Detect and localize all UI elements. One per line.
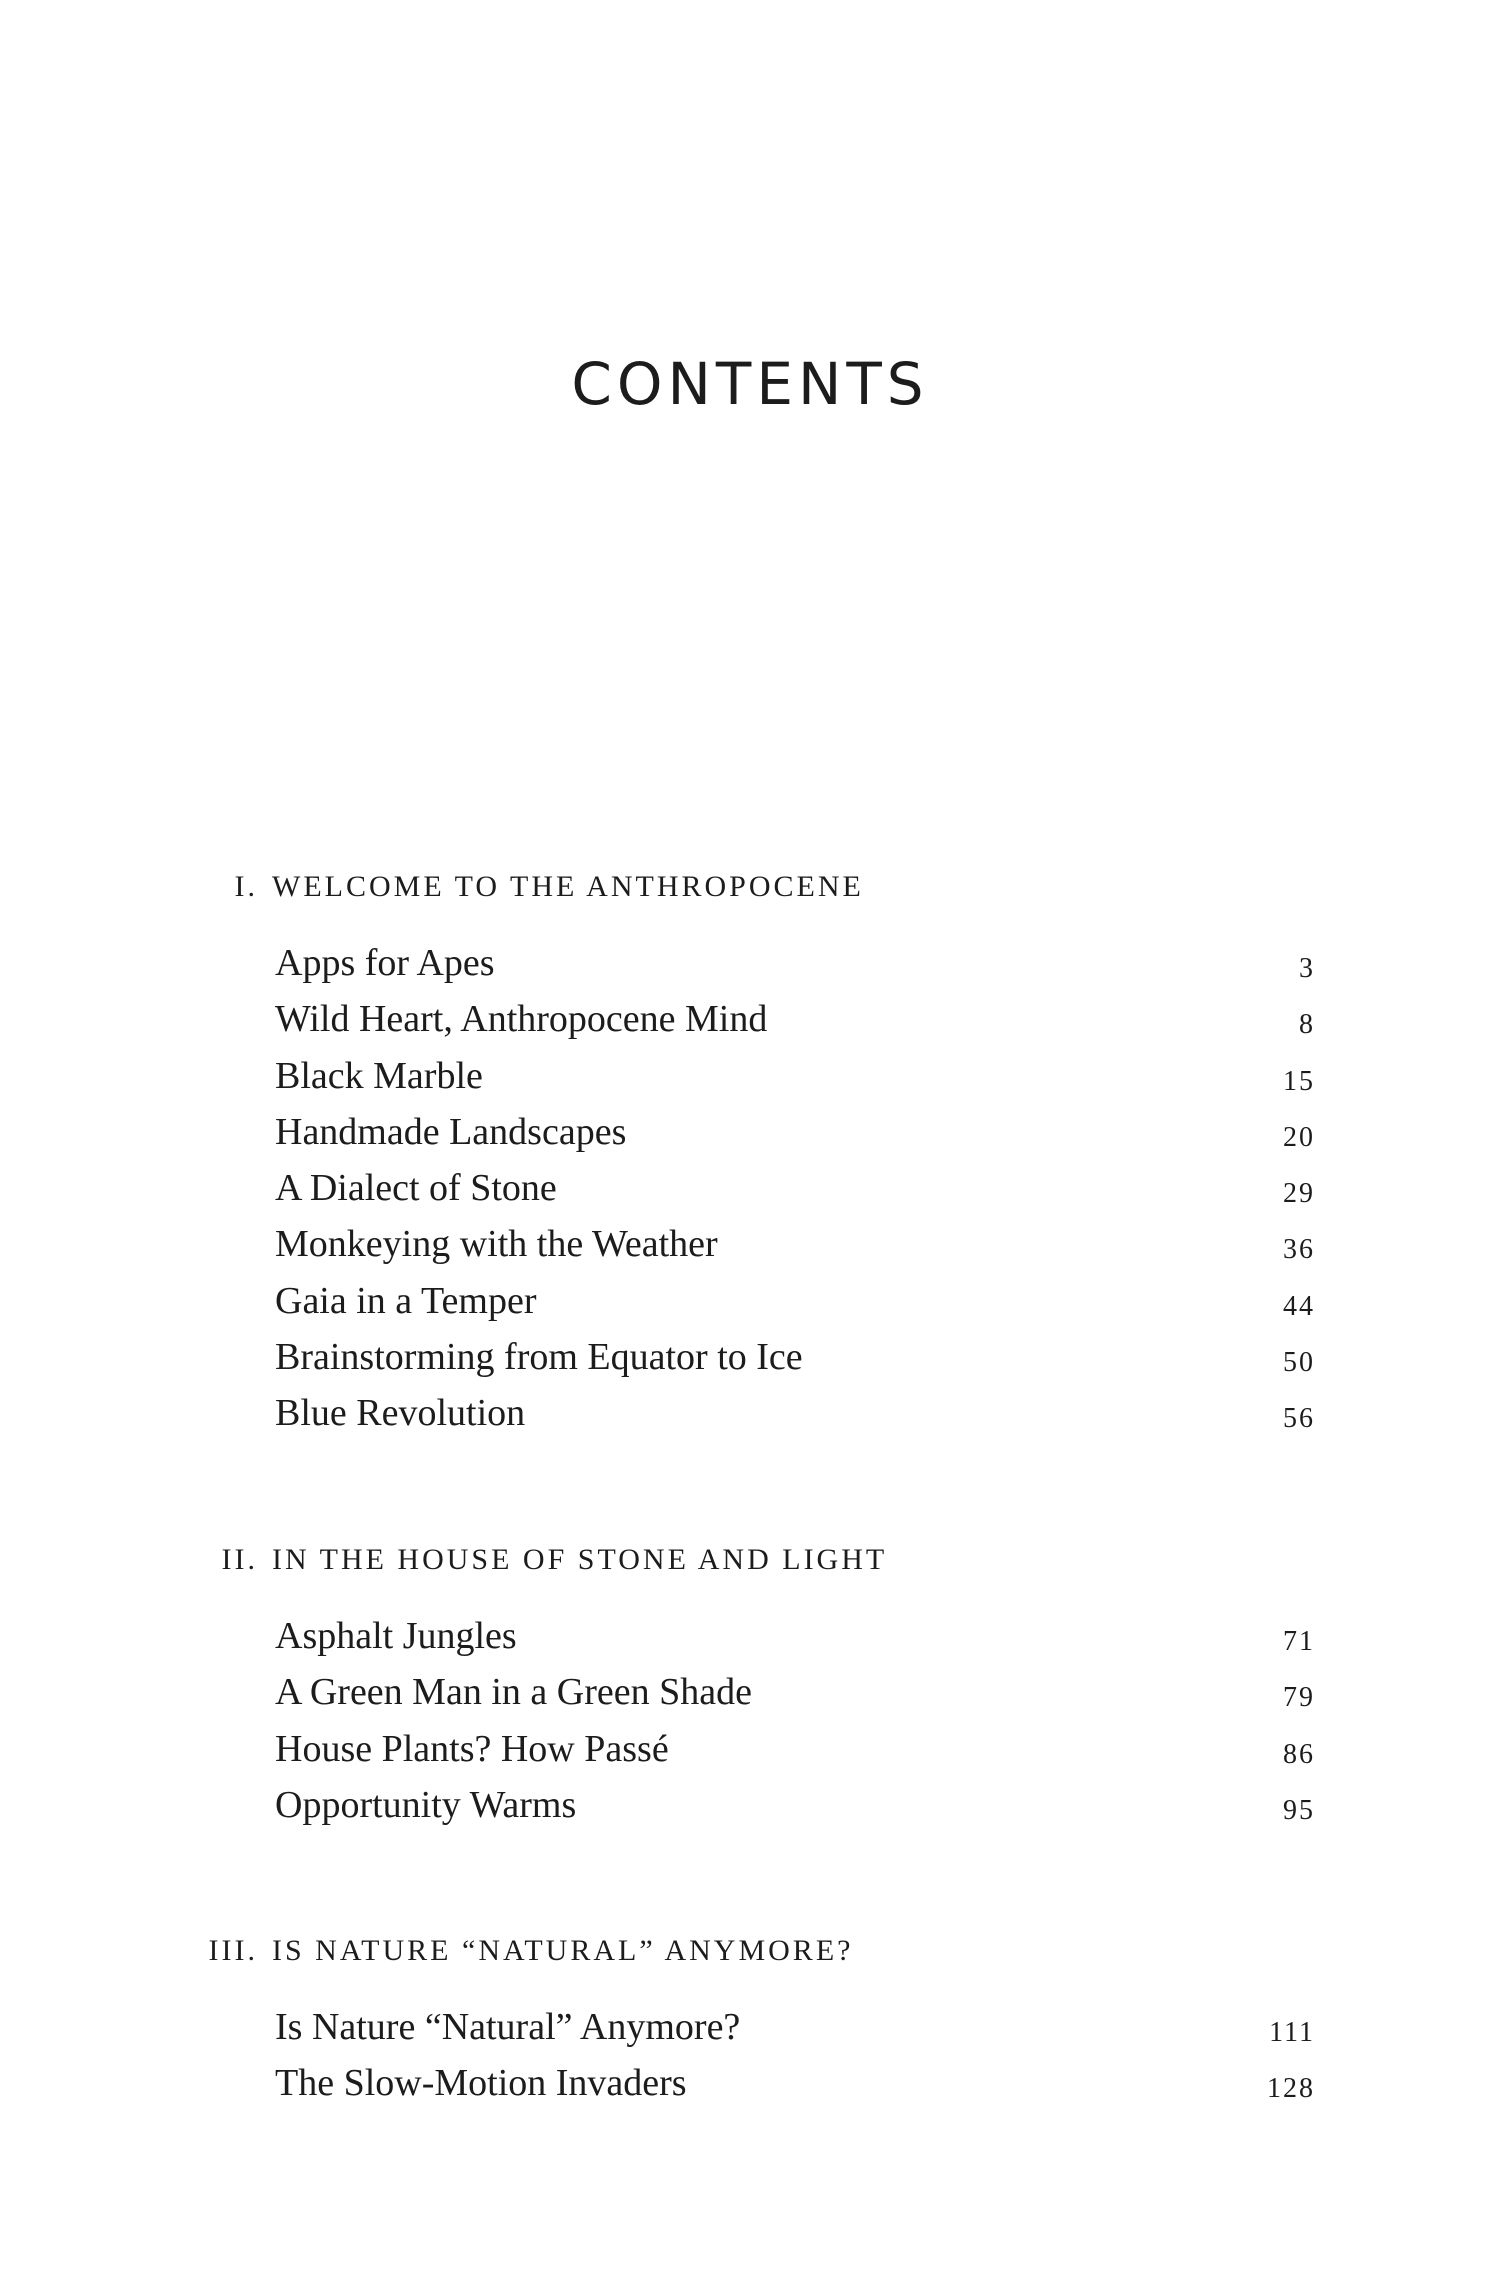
chapter-entry[interactable] [0,935,1500,991]
chapter-entry[interactable] [0,1608,1500,1664]
chapter-entry[interactable] [0,1329,1500,1385]
chapter-list [0,1608,1500,1833]
page-number: 50 [1283,1347,1315,1379]
chapter-title: A Green Man in a Green Shade [275,1671,752,1714]
part-numeral: III. [208,1934,258,1967]
part-heading [0,867,1500,907]
part-label: IN THE HOUSE OF STONE AND LIGHT [272,1543,888,1576]
page-title: CONTENTS [571,350,929,418]
page-number: 36 [1283,1234,1315,1266]
chapter-title: Monkeying with the Weather [275,1223,718,1266]
part-label: WELCOME TO THE ANTHROPOCENE [272,870,864,903]
page-number: 3 [1299,953,1315,984]
chapter-entry[interactable] [0,1048,1500,1104]
chapter-entry[interactable] [0,1777,1500,1833]
page-number: 86 [1283,1738,1315,1770]
chapter-title: The Slow-Motion Invaders [275,2062,687,2105]
chapter-entry[interactable] [0,1104,1500,1160]
page-number: 15 [1283,1065,1315,1097]
page-number: 111 [1269,2017,1315,2048]
page-number: 44 [1283,1290,1315,1322]
page-number: 95 [1283,1794,1315,1826]
part-numeral: I. [234,870,258,903]
chapter-title: Handmade Landscapes [275,1110,627,1153]
chapter-list [0,935,1500,1442]
chapter-entry[interactable] [0,1664,1500,1720]
chapter-title: Is Nature “Natural” Anymore? [275,2006,741,2048]
page-number: 8 [1299,1009,1315,1041]
chapter-title: Brainstorming from Equator to Ice [275,1336,803,1379]
chapter-title: House Plants? How Passé [275,1727,669,1770]
part-heading [0,1931,1500,1971]
chapter-entry[interactable] [0,1160,1500,1216]
chapter-title: Black Marble [275,1054,483,1097]
chapter-title: A Dialect of Stone [275,1167,557,1210]
page-number: 56 [1283,1403,1315,1435]
page-number: 128 [1267,2073,1315,2105]
part-numeral: II. [221,1543,258,1576]
chapter-title: Blue Revolution [275,1392,526,1435]
chapter-entry[interactable] [0,991,1500,1047]
chapter-entry[interactable] [0,1216,1500,1272]
chapter-entry[interactable] [0,2055,1500,2111]
page-number: 79 [1283,1682,1315,1714]
part-label: IS NATURE “NATURAL” ANYMORE? [272,1934,854,1967]
page-number: 29 [1283,1178,1315,1210]
chapter-entry[interactable] [0,1721,1500,1777]
chapter-entry[interactable] [0,1273,1500,1329]
chapter-list [0,1999,1500,2112]
part-heading [0,1540,1500,1580]
chapter-title: Asphalt Jungles [275,1615,517,1657]
page-number: 20 [1283,1121,1315,1153]
page-number: 71 [1283,1626,1315,1657]
chapter-title: Gaia in a Temper [275,1279,537,1322]
chapter-entry[interactable] [0,1999,1500,2055]
chapter-title: Opportunity Warms [275,1783,577,1826]
chapter-title: Apps for Apes [275,942,495,984]
chapter-entry[interactable] [0,1385,1500,1441]
chapter-title: Wild Heart, Anthropocene Mind [275,998,768,1041]
